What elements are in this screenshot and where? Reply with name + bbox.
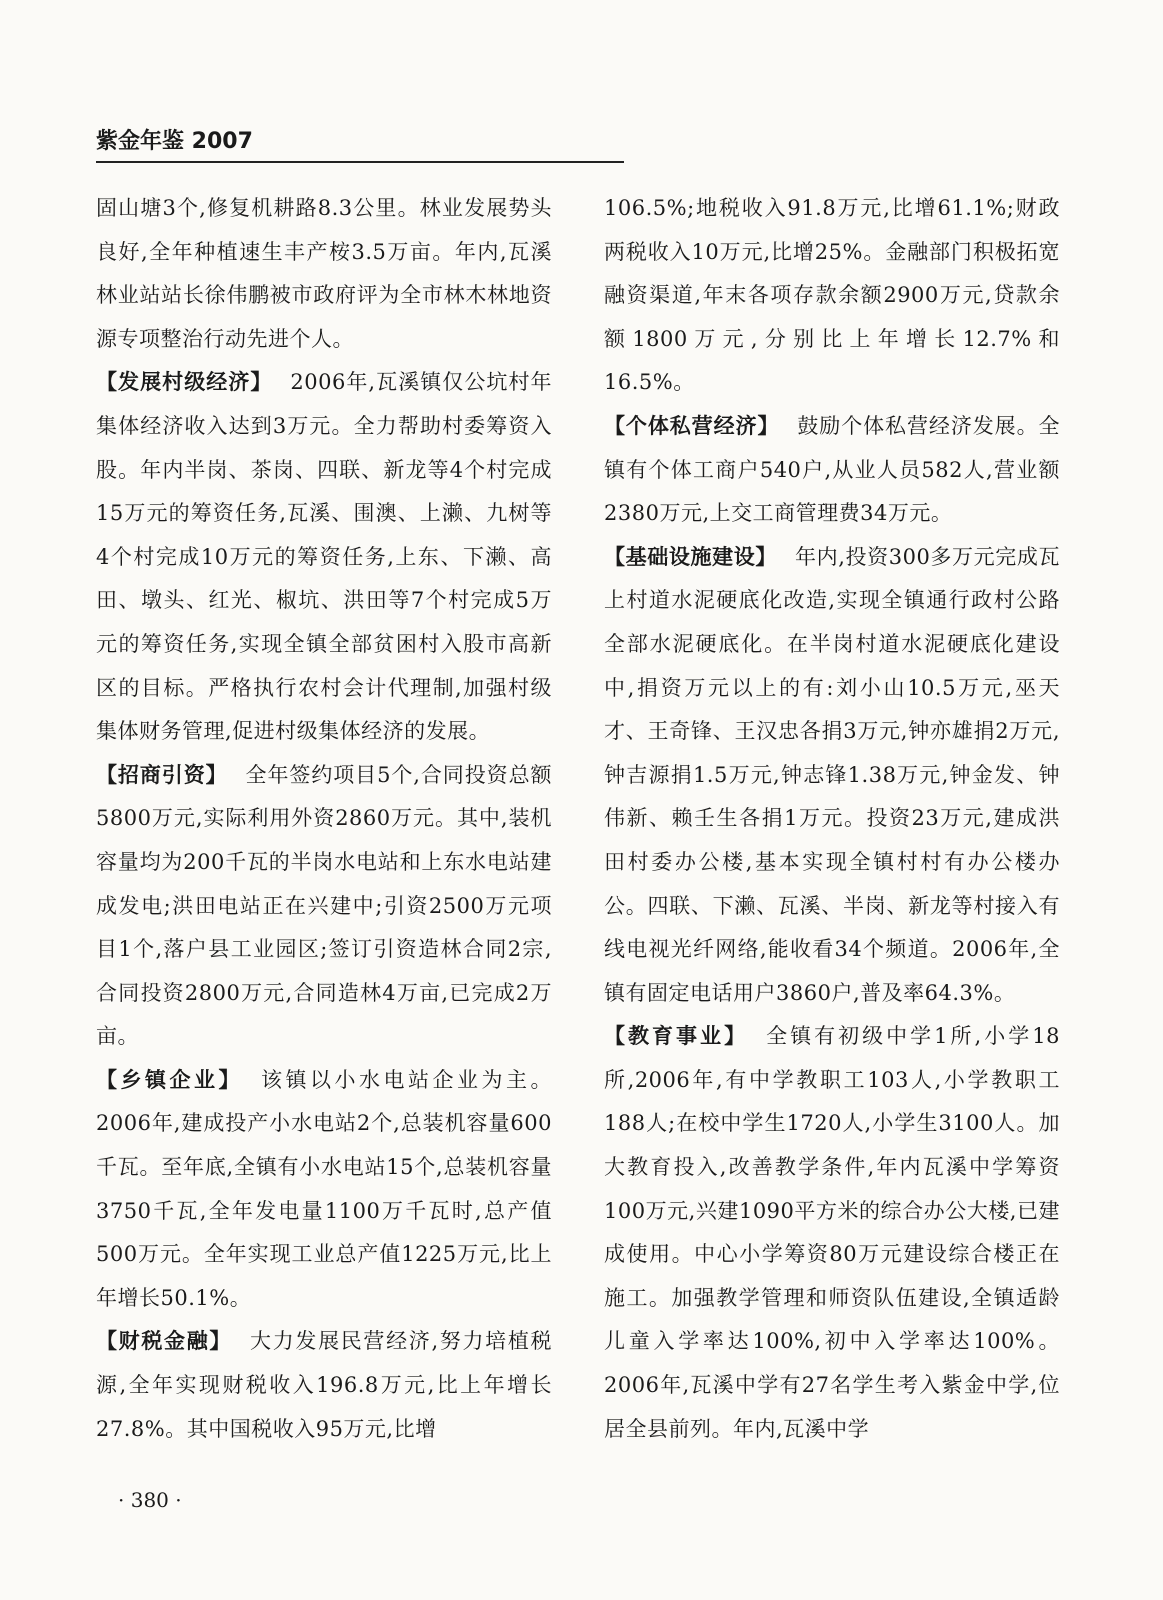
right-column bbox=[604, 187, 1060, 1451]
section-text: 全年签约项目5个,合同投资总额5800万元,实际利用外资2860万元。其中,装机容量均为200千瓦的半岗水电站和上东水电站建成发电;洪田电站正在兴建中;引资2500万元项目1个,落户县工业园区;签订引资造林合同2宗,合同投资2800万元,合同造林4万亩,已完成2万亩。 bbox=[96, 762, 552, 1049]
paragraph: 106.5%;地税收入91.8万元,比增61.1%;财政两税收入10万元,比增25%。金融部门积极拓宽融资渠道,年末各项存款余额2900万元,贷款余额1800万元,分别比上年增长12.7%和16.5%。 bbox=[604, 196, 1060, 395]
section bbox=[96, 361, 552, 753]
section-text: 鼓励个体私营经济发展。全镇有个体工商户540户,从业人员582人,营业额2380万元,上交工商管理费34万元。 bbox=[604, 413, 1061, 526]
section bbox=[604, 536, 1060, 1016]
section bbox=[96, 1320, 552, 1451]
page-number: · 380 · bbox=[118, 1488, 182, 1512]
section bbox=[604, 405, 1060, 536]
section bbox=[604, 1015, 1060, 1451]
section-title: 【教育事业】 bbox=[604, 1024, 749, 1049]
section-text: 2006年,瓦溪镇仅公坑村年集体经济收入达到3万元。全力帮助村委筹资入股。年内半岗、茶岗、四联、新龙等4个村完成15万元的筹资任务,瓦溪、围澳、上濑、九树等4个村完成10万元的筹资任务,上东、下濑、高田、墩头、红光、椒坑、洪田等7个村完成5万元的筹资任务,实现全镇全部贫困村入股市高新区的目标。严格执行农村会计代理制,加强村级集体财务管理,促进村级集体经济的发展。 bbox=[96, 370, 552, 744]
left-column bbox=[96, 187, 552, 1451]
section-title: 【发展村级经济】 bbox=[96, 370, 273, 395]
running-header bbox=[96, 124, 624, 163]
section-text: 大力发展民营经济,努力培植税源,全年实现财税收入196.8万元,比上年增长27.8%。其中国税收入95万元,比增 bbox=[96, 1329, 552, 1441]
header-title: 紫金年鉴 2007 bbox=[96, 129, 253, 154]
section bbox=[96, 754, 552, 1059]
section bbox=[96, 1059, 552, 1321]
section-text: 年内,投资300多万元完成瓦上村道水泥硬底化改造,实现全镇通行政村公路全部水泥硬底化。在半岗村道水泥硬底化建设中,捐资万元以上的有:刘小山10.5万元,巫天才、王奇锋、王汉忠各捐3万元,钟亦雄捐2万元,钟吉源捐1.5万元,钟志锋1.38万元,钟金发、钟伟新、赖壬生各捐1万元。投资23万元,建成洪田村委办公楼,基本实现全镇村村有办公楼办公。四联、下濑、瓦溪、半岗、新龙等村接入有线电视光纤网络,能收看34个频道。2006年,全镇有固定电话用户3860户,普及率64.3%。 bbox=[604, 544, 1061, 1005]
section-title: 【个体私营经济】 bbox=[604, 413, 780, 438]
section-title: 【招商引资】 bbox=[96, 762, 228, 787]
section-text: 全镇有初级中学1所,小学18所,2006年,有中学教职工103人,小学教职工188人;在校中学生1720人,小学生3100人。加大教育投入,改善教学条件,年内瓦溪中学筹资100万元,兴建1090平方米的综合办公大楼,已建成使用。中心小学筹资80万元建设综合楼正在施工。加强教学管理和师资队伍建设,全镇适龄儿童入学率达100%,初中入学率达100%。2006年,瓦溪中学有27名学生考入紫金中学,位居全县前列。年内,瓦溪中学 bbox=[604, 1024, 1060, 1441]
paragraph: 固山塘3个,修复机耕路8.3公里。林业发展势头良好,全年种植速生丰产桉3.5万亩。年内,瓦溪林业站站长徐伟鹏被市政府评为全市林木林地资源专项整治行动先进个人。 bbox=[96, 196, 552, 351]
section-title: 【基础设施建设】 bbox=[604, 544, 777, 569]
section-text: 该镇以小水电站企业为主。2006年,建成投产小水电站2个,总装机容量600千瓦。至年底,全镇有小水电站15个,总装机容量3750千瓦,全年发电量1100万千瓦时,总产值500万元。全年实现工业总产值1225万元,比上年增长50.1%。 bbox=[96, 1067, 552, 1310]
section-title: 【乡镇企业】 bbox=[96, 1067, 243, 1092]
section-title: 【财税金融】 bbox=[96, 1329, 233, 1354]
